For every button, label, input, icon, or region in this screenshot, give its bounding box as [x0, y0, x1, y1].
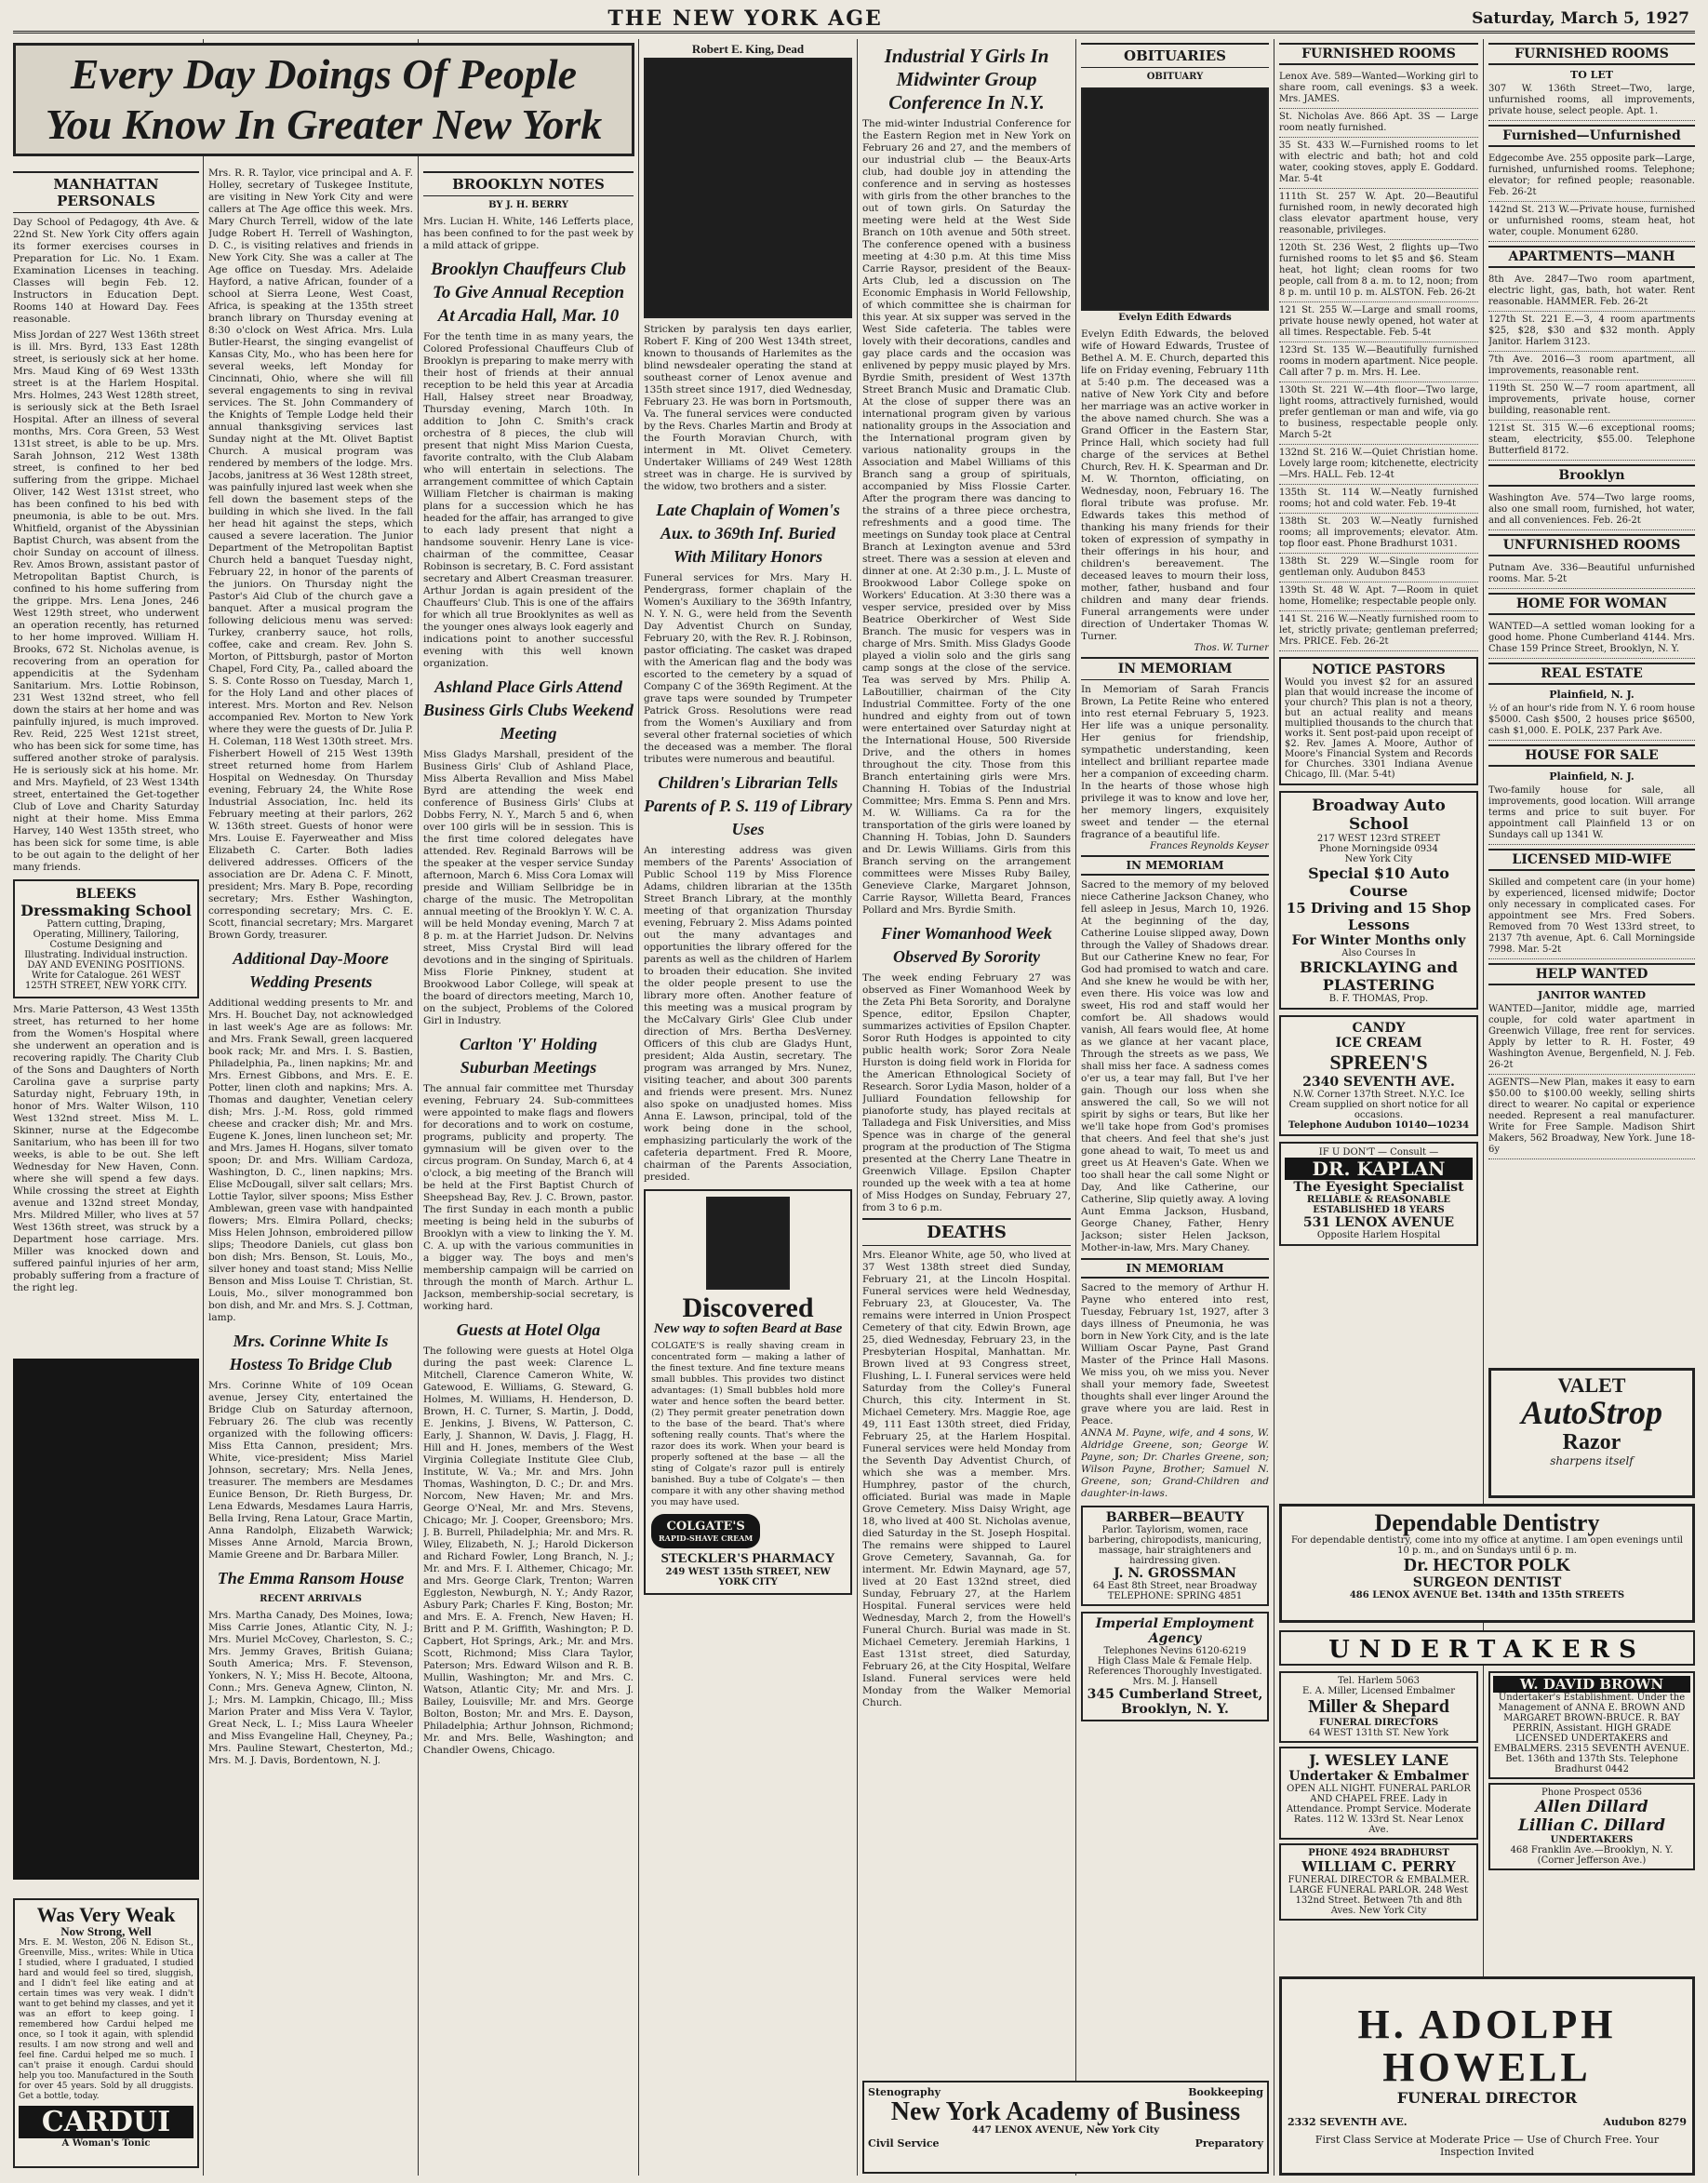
- auto-school-address: 217 WEST 123rd STREET: [1316, 834, 1441, 844]
- dentistry-heading: Dependable Dentistry: [1374, 1509, 1600, 1536]
- kaplan-specialist: The Eyesight Specialist: [1293, 1180, 1464, 1195]
- col2-personals-text: Mrs. R. R. Taylor, vice principal and A. F. Holley, secretary of Tuskegee Institute, are visiting in New York City and were callers at The Age office this week. Mrs. Mary Church Terrell, widow of the late Judge Robert H. Terrell of Washington, D. C., is visiting relatives and friends in New York City. She was a caller at The Age office on Tuesday. Mrs. Adelaide Hayford, a native African, founder of a school at Sierra Leone, West Coast, Africa, is speaking at the 135th street branch library on Thursday evening at 8:30 o'clock on West Africa. Mrs. Lula Butler-Hearst, the singing evangelist of Kansas City, Mo., who has been here for several weeks, left Monday for Cincinnati, Ohio, where she will fill several engagements to sing in revival services. The St. John Commandery of the Knights of Temple Lodge held their annual thanksgiving services last Sunday night at the Mt. Olivet Baptist Church. A musical program was rendered by members of the lodge. Mrs. Jacobs, janitress at 36 West 128th street, was painfully injured last week when she fell down the basement steps of the building in which she lived. In the fall her head hit against the steps, which caused a severe laceration. The Junior Department of the Metropolitan Baptist Church held a banquet Tuesday night, February 22, in honor of the parents of the juniors. On Thursday night the Pastor's Aid Club of the church gave a banquet. After a musical program the following delicious menu was served: Turkey, cranberry sauce, hot rolls, coffee, cake and cream. Rev. John S. Morton, of Pittsburgh, pastor of Morton Chapel, Ford City, Pa., called aboard the S. S. Conte Rosso on Tuesday, March 1, for the Holy Land and other places of interest. Mrs. Morton and Rev. Nelson accompanied Rev. Morton to New York where they were the guests of Dr. Julia P. H. Coleman, 118 West 130th street. Mrs. Fisherbert Howell of 215 West 139th street returned home from Harlem Hospital on Wednesday. On Thursday evening, February 24, the White Rose Industrial Association, Inc. held its February meeting at their parlors, 262 W. 136th street. Guests of honor were Mrs. Louise E. Fayerweather and Miss Elizabeth C. Carter. Both ladies delivered addresses. Officers of the association are Dr. Adena C. F. Minott, president; Mrs. Mary B. Pope, recording secretary; Mrs. Esther Washington, corresponding secretary; Mrs. C. E. Scott, financial secretary; Mrs. Margaret Brown Gordy, treasurer.: [208, 167, 413, 941]
- apartment-listing: 121st St. 315 W.—6 exceptional rooms; steam, electricity, $55.00. Telephone Butterfield 8172.: [1488, 421, 1695, 461]
- furnished-room-listing: 123rd St. 135 W.—Beautifully furnished rooms in modern apartment. Nice people. Call after 7 p. m. Mrs. H. Lee.: [1279, 342, 1478, 382]
- spreens-address: 2340 SEVENTH AVE.: [1302, 1075, 1455, 1090]
- undertakers-right: [1488, 1671, 1695, 1969]
- auto-bricklaying: BRICKLAYING and PLASTERING: [1300, 958, 1458, 994]
- agents-item: AGENTS—New Plan, makes it easy to earn $50.00 to $100.00 weekly, selling shirts direct to wearer. No capital or experience needed. Represent a real manufacturer. Write for Free Sample. Madison Shirt Makers, 562 Broadway, New York. June 18-6y: [1488, 1075, 1695, 1159]
- academy-address: 447 LENOX AVENUE, New York City: [971, 2125, 1160, 2136]
- industrial-y-heading: Industrial Y Girls In Midwinter Group Conference In N.Y.: [884, 45, 1049, 114]
- wesley-lane-ad: [1279, 1747, 1478, 1840]
- brooklyn-heading: Brooklyn: [1488, 464, 1695, 487]
- undertakers-left: [1279, 1671, 1478, 1969]
- david-brown-ad: [1488, 1671, 1695, 1779]
- perry-text: FUNERAL DIRECTOR & EMBALMER. LARGE FUNERAL PARLOR. 248 West 132nd Street. Between 7th and 8th Aves. New York City: [1288, 1875, 1470, 1916]
- colgate-brand: COLGATE'S: [666, 1519, 745, 1533]
- colgate-subheading: New way to soften Beard at Base: [653, 1321, 843, 1337]
- king-portrait: [644, 58, 852, 318]
- chaplain-heading: Late Chaplain of Women's Aux. to 369th Inf. Buried With Military Honors: [656, 500, 840, 566]
- furnished-room-listing: 132nd St. 216 W.—Quiet Christian home. Lovely large room; kitchenette, electricity—Mrs. HALL. Feb. 12-4t: [1279, 445, 1478, 485]
- corinne-white-heading: Mrs. Corinne White Is Hostess To Bridge Club: [229, 1332, 393, 1373]
- steckler-pharmacy: STECKLER'S PHARMACY: [661, 1550, 835, 1566]
- deaths-text: Mrs. Eleanor White, age 50, who lived at 37 West 138th street died Sunday, February 21, at the Lincoln Hospital. Funeral services were held Wednesday, February 23, at Gloucester, Va. The remains were interred in Union Prospect Cemetery of that city. Edwin Brown, age 25, died Wednesday, February 23, in the Presbyterian Hospital, Manhattan. Mr. Brown lived at 93 Congress street, Flushing, L. I. Funeral services were held Saturday from the Colley's Funeral Church, this city. Interment in St. Michael Cemetery. Mrs. Maggie Roe, age 49, 111 East 130th street, died Friday, February 25, at the Harlem Hospital. Funeral services were held Monday from the Seventh Day Adventist Church, of which she was a member. Mrs. Humphrey, pastor of the church, officiated. Burial was made in Maple Grove Cemetery. Miss Daisy Wright, age 18, who lived at 400 St. Nicholas avenue, died Saturday in the St. Joseph Hospital. The remains were shipped to Laurel Grove Cemetery, Savannah, Ga. for interment. Mr. Edwin Maynard, age 57, lived at 20 East 132nd street, died Sunday, February 27, at the Harlem Hospital. Funeral services were held Wednesday, March 2, from the Howell's Funeral Church. Burial was made in St. Michael Cemetery. Jeremiah Harkins, 1 East 131st street, died Saturday, February 26, at the City Hospital, Welfare Island. Funeral services were held Monday from the Walker Memorial Church.: [862, 1250, 1071, 1708]
- kaplan-address: 531 LENOX AVENUE: [1302, 1215, 1455, 1230]
- barber-ad: [1081, 1506, 1269, 1606]
- miller-shepard-ad: [1279, 1671, 1478, 1743]
- academy-ad: [862, 2081, 1269, 2174]
- furnished-unfurnished-item: Edgecombe Ave. 255 opposite park—Large, furnished, unfurnished rooms. Telephone; elevator; for refined people; reasonable. Feb. 26-2t: [1488, 151, 1695, 202]
- to-let-heading: TO LET: [1570, 69, 1613, 81]
- bleeks-heading: BLEEKS: [75, 887, 137, 902]
- apartments-list: [1488, 272, 1695, 461]
- janitor-wanted-heading: JANITOR WANTED: [1537, 989, 1647, 1001]
- carlton-text: The annual fair committee met Thursday evening, February 24. Sub-committees were appointed to make flags and flowers for decorations and to work on costume, programs, publicity and property. The gymnasium will be given over to the circus program. On Sunday, March 6, at 4 o'clock, a big meeting of the Branch will be held at the First Baptist Church of Sheepshead Bay, Rev. J. C. Brown, pastor. The first Sunday in each month a public meeting is being held in the suburbs of Brooklyn with a view to linking the Y. M. C. A. up with the various communities in a bigger way. The boys and men's membership campaign will be carried on through the month of March. Arthur L. Jackson, membership-social secretary, is working hard.: [423, 1083, 634, 1312]
- apartments-heading: APARTMENTS—MANH: [1488, 246, 1695, 268]
- home-for-woman-heading: HOME FOR WOMAN: [1488, 593, 1695, 615]
- kaplan-name: DR. KAPLAN: [1285, 1158, 1473, 1180]
- real-estate-heading: REAL ESTATE: [1488, 663, 1695, 685]
- kaplan-established: ESTABLISHED 18 YEARS: [1313, 1205, 1445, 1215]
- miller-address: 64 WEST 131th ST. New York: [1308, 1728, 1449, 1738]
- colgate-heading: Discovered: [682, 1292, 814, 1323]
- valet-autostrop-ad: [1488, 1368, 1695, 1498]
- dillard-undertakers: UNDERTAKERS: [1550, 1835, 1634, 1845]
- column-8: [1488, 39, 1695, 1500]
- steckler-address: 249 WEST 135th STREET, NEW YORK CITY: [665, 1566, 831, 1587]
- edwards-obit-text: Evelyn Edith Edwards, the beloved wife of Howard Edwards, Trustee of Bethel A. M. E. Church, departed this life on Friday evening, February 11th at 5:40 p.m. The deceased was a native of New York City and before her marriage was an active worker in the above named church. She was a Grand Officer in the Eastern Star, Prince Hall, which society had full charge of the services at Bethel Church, Rev. H. K. Spearman and Dr. M. W. Thornton, officiating, on Wednesday, noon, February 16. The floral tribute was profuse. Mr. Edwards takes this method of thanking his many friends for their token of expression of sympathy in their offerings in his hour, and children's bereavement. The deceased leaves to mourn their loss, mother, father, husband and four children and many dear friends. Funeral arrangements were under direction of Undertaker Thomas W. Turner.: [1081, 328, 1269, 642]
- midwife-item: Skilled and competent care (in your home) by experienced, licensed midwife; Doctor only necessary in complicated cases. For appointment see Mrs. Fred Sobers. Removed from 70 West 133rd street, to 2137 7th avenue, Apt. 6. Call Morningside 7998. Mar. 5-2t: [1488, 875, 1695, 959]
- cardui-heading: Was Very Weak: [36, 1903, 176, 1926]
- kaplan-opposite: Opposite Harlem Hospital: [1316, 1230, 1441, 1240]
- obituary-subheading: OBITUARY: [1146, 72, 1204, 82]
- edwards-portrait: [1081, 87, 1269, 311]
- barber-heading: BARBER—BEAUTY: [1105, 1510, 1245, 1525]
- masthead-title: THE NEW YORK AGE: [607, 6, 883, 31]
- real-estate-item: ½ of an hour's ride from N. Y. 6 room house $5000. Cash $500, 2 houses price $6500, cash $1,000. E. POLK, 237 Park Ave.: [1488, 701, 1695, 741]
- librarian-text: An interesting address was given members of the Parents' Association of Public School 119 by Miss Florence Adams, children librarian at the 135th Street Branch Library, at the monthly meeting of that organization Thursday evening, February 2. Miss Adams pointed out the many advantages and opportunities the library offered for the parents as well as the children of Harlem to broaden their education. She invited the older people present to use the library more often. Another feature of this meeting was a musical program by the McCalvary Girls' Glee Club under direction of Mrs. Bertha DesVerney. Officers of this club are Gladys Hunt, president; Alda Austin, secretary. The program was arranged by Mrs. Nunez, visiting teacher, and about 300 parents and friends were present. Mrs. Nunez also spoke on unadjusted homes. Miss Anna E. Lawson, principal, told of the work being done in the school, emphasizing particularly the work of the cafeteria department. Fred R. Moore, chairman of the Parents Association, presided.: [644, 844, 852, 1183]
- house-for-sale-heading: HOUSE FOR SALE: [1488, 744, 1695, 767]
- auto-winter-months: For Winter Months only: [1291, 933, 1466, 948]
- cardui-photo: [13, 1359, 199, 1880]
- colgate-portrait: [706, 1197, 790, 1290]
- cardui-tagline: A Woman's Tonic: [61, 2137, 151, 2149]
- notice-pastors-heading: NOTICE PASTORS: [1312, 663, 1446, 677]
- deaths-heading: DEATHS: [862, 1218, 1071, 1246]
- edwards-caption: Evelyn Edith Edwards: [1118, 313, 1232, 323]
- to-let-item: 307 W. 136th Street—Two, large, unfurnished rooms, all improvements, private house, select people. Apt. 1.: [1488, 81, 1695, 121]
- furnished-room-listing: 130th St. 221 W.—4th floor—Two large, light rooms, attractively furnished, would prefer gentleman or man and wife, via go to business, respectable people only. March 5-2t: [1279, 382, 1478, 445]
- house-for-sale-item: Two-family house for sale, all improvements, good location. Will arrange terms and price to suit buyer. For appointment call Plainfield 13 or on Sundays call up 1341 W.: [1488, 783, 1695, 845]
- kaplan-reliable: RELIABLE & REASONABLE: [1306, 1195, 1451, 1205]
- miller-shepard-name: Miller & Shepard: [1308, 1696, 1449, 1717]
- brooklyn-byline: BY J. H. BERRY: [488, 200, 568, 210]
- autostrop-brand: AutoStrop: [1520, 1394, 1663, 1432]
- colgate-product: RAPID-SHAVE CREAM: [659, 1533, 754, 1543]
- day-moore-heading: Additional Day-Moore Wedding Presents: [233, 949, 389, 991]
- dentist-name: Dr. HECTOR POLK: [1403, 1555, 1571, 1576]
- howell-subheading: FUNERAL DIRECTOR: [1396, 2089, 1578, 2108]
- dillard-corner: (Corner Jefferson Ave.): [1537, 1855, 1647, 1866]
- column-3: [423, 167, 634, 2177]
- howell-address: 2332 SEVENTH AVE.: [1288, 2116, 1408, 2129]
- colgate-ad: [644, 1189, 852, 1595]
- perry-phone: PHONE 4924 BRADHURST: [1308, 1848, 1449, 1858]
- furnished-unfurnished-heading: Furnished—Unfurnished: [1488, 125, 1695, 147]
- midwife-heading: LICENSED MID-WIFE: [1488, 849, 1695, 871]
- miller-funeral-directors: FUNERAL DIRECTORS: [1318, 1718, 1439, 1728]
- auto-special-course: Special $10 Auto Course: [1308, 864, 1449, 900]
- chaplain-text: Funeral services for Mrs. Mary H. Pendergrass, former chaplain of the Women's Auxiliary to the 369th Infantry, N. Y. N. G., were held from the Seventh Day Adventist Church on Sunday, February 20, with the Rev. R. J. Robinson, pastor officiating. The casket was draped with the American flag and the body was escorted to the cemetery by a squad of Company C of the 369th Regiment. At the grave taps were sounded by Trumpeter Patrick Gross. Resolutions were read from the Women's Auxiliary and from several other fraternal societies of which the deceased was a member. The floral tributes were numerous and beautiful.: [644, 571, 852, 765]
- notice-pastors-ad: [1279, 657, 1478, 785]
- carlton-heading: Carlton 'Y' Holding Suburban Meetings: [459, 1035, 598, 1077]
- unfurnished-item: Putnam Ave. 336—Beautiful unfurnished rooms. Mar. 5-2t: [1488, 560, 1695, 589]
- miller-licensed: E. A. Miller, Licensed Embalmer: [1302, 1686, 1455, 1696]
- auto-driving-lessons: 15 Driving and 15 Shop Lessons: [1286, 900, 1472, 933]
- banner-line-1: Every Day Doings Of People: [70, 50, 578, 98]
- imperial-agency-ad: [1081, 1612, 1269, 1721]
- academy-civil-service: Civil Service: [868, 2137, 940, 2150]
- furnished-rooms-list: [1279, 69, 1478, 651]
- notice-pastors-text: Would you invest $2 for an assured plan that would increase the income of your church? This plan is not a theory, but an actual reality and means multiplied thousands to the church that works it. Sent post-paid upon receipt of $2. Rev. James A. Moore, Author of Moore's Financial System and Records for Churches. 3301 Indiana Avenue Chicago, Ill. (Mar. 5-4t): [1285, 677, 1473, 780]
- academy-name: New York Academy of Business: [890, 2097, 1241, 2126]
- in-memoriam-heading-2: IN MEMORIAM: [1081, 855, 1269, 876]
- auto-school-name: Broadway Auto School: [1312, 797, 1446, 834]
- candy-heading: CANDY: [1352, 1021, 1406, 1036]
- spreens-name: SPREEN'S: [1329, 1051, 1428, 1074]
- lillian-dillard: Lillian C. Dillard: [1517, 1816, 1666, 1835]
- spreens-candy-ad: [1279, 1015, 1478, 1136]
- ice-cream-heading: ICE CREAM: [1335, 1036, 1422, 1051]
- lane-name: J. WESLEY LANE: [1308, 1751, 1449, 1769]
- help-wanted-heading: HELP WANTED: [1488, 963, 1695, 985]
- undertakers-heading: UNDERTAKERS: [1279, 1630, 1695, 1666]
- agency-heading: Imperial Employment Agency: [1095, 1616, 1255, 1646]
- memoriam-payne-text: Sacred to the memory of Arthur H. Payne who entered into rest, Tuesday, February 1st, 1927, after 3 days illness of Pneumonia, he was born in New York City, and is the late William Oscar Payne, Past Grand Master of the Prince Hall Masons. We miss you, oh we miss you. Never shall your memory fade, Sweetest thoughts shall ever linger Around the grave where you are laid. Rest in Peace.: [1081, 1282, 1269, 1426]
- chauffeurs-heading: Brooklyn Chauffeurs Club To Give Annual Reception At Arcadia Hall, Mar. 10: [431, 260, 626, 326]
- auto-proprietor: B. F. THOMAS, Prop.: [1328, 994, 1429, 1004]
- obituaries-heading: OBITUARIES: [1081, 43, 1269, 68]
- dentist-address: 486 LENOX AVENUE Bet. 134th and 135th STREETS: [1349, 1590, 1625, 1601]
- furnished-room-listing: 141 St. 216 W.—Neatly furnished room to let, strictly private; gentleman preferred; Mrs. PRICE. Feb. 26-2t: [1279, 611, 1478, 651]
- column-1: [13, 167, 199, 2177]
- furnished-room-listing: Lenox Ave. 589—Wanted—Working girl to share room, call evenings. $3 a week. Mrs. JAMES.: [1279, 69, 1478, 109]
- grossman-phone: TELEPHONE: SPRING 4851: [1107, 1591, 1243, 1601]
- grossman-address: 64 East 8th Street, near Broadway: [1092, 1581, 1258, 1591]
- banner-headline: [13, 43, 634, 156]
- king-photo-caption: Robert E. King, Dead: [691, 42, 805, 56]
- cardui-text: Mrs. E. M. Weston, 206 N. Edison St., Greenville, Miss., writes: While in Utica I studied, where I graduated, I studied hard and would feel so tired, sluggish, and I didn't feel like eating and at certain times was very weak. I didn't want to get behind my classes, and yet it was an effort to keep going. I remembered how Cardui helped me once, so I took it again, with splendid results. I am now strong and well and feel fine. Cardui helped me so much. I can't praise it enough. Cardui should help you too. Manufactured in the South for over 45 years. Sold by all druggists. Get a bottle, today.: [19, 1937, 193, 2101]
- column-rule: [1075, 39, 1076, 2176]
- furnished-room-listing: 120th St. 236 West, 2 flights up—Two furnished rooms to let $5 and $6. Steam heat, hot light; clean rooms for two people, call from 8 a. m. to 12, noon; from 8 p. m. until 10 p. m. ALSTON. Feb. 26-2t: [1279, 240, 1478, 302]
- dentist-title: SURGEON DENTIST: [1412, 1575, 1562, 1591]
- howell-ad: [1279, 1976, 1695, 2176]
- apartment-listing: 7th Ave. 2016—3 room apartment, all improvements, reasonable rent.: [1488, 352, 1695, 381]
- brooklyn-notes-text: Mrs. Lucian H. White, 146 Lefferts place, has been confined to for the past week by a mild attack of grippe.: [423, 216, 634, 251]
- memoriam-payne-signature: ANNA M. Payne, wife, and 4 sons, W. Aldridge Greene, son; George W. Payne, son; Dr. Charles Greene, son; Wilson Payne, Brother; Samuel N. Greene, son; Grand-Children and daughter-in-laws.: [1081, 1427, 1269, 1499]
- howell-phone: Audubon 8279: [1603, 2116, 1687, 2129]
- column-rule: [418, 39, 419, 2176]
- razor-heading: Razor: [1562, 1429, 1621, 1454]
- miller-tel: Tel. Harlem 5063: [1337, 1676, 1421, 1686]
- spreens-text: N.W. Corner 137th Street. N.Y.C. Ice Cream supplied on short notice for all occasions.: [1288, 1090, 1469, 1120]
- auto-also-courses: Also Courses In: [1341, 948, 1416, 958]
- memoriam-brown-text: In Memoriam of Sarah Francis Brown, La Petite Reine who entered into rest eternal February 5, 1923. Her life was a unique personality. Her genius for friendship, sympathetic understanding, keen intellect and brilliant repartee made her a companion of exceeding charm. In the hearts of those whose high privilege it was to know and love her, her memory lingers, exquisitely sweet and tender — the eternal fragrance of a beautiful life.: [1081, 684, 1269, 840]
- masthead: [13, 6, 1695, 33]
- hotel-olga-heading: Guests at Hotel Olga: [456, 1320, 601, 1339]
- house-for-sale-location: Plainfield, N. J.: [1549, 770, 1635, 783]
- lane-subheading: Undertaker & Embalmer: [1288, 1769, 1469, 1784]
- manhattan-heading: MANHATTAN PERSONALS: [13, 171, 199, 213]
- column-rule: [203, 39, 204, 2176]
- barber-text: Parlor. Taylorism, women, race barbering, chiropodists, manicuring, massage, hair straighteners and hairdressing given.: [1088, 1525, 1262, 1566]
- kaplan-consult: IF U DON'T — Consult —: [1318, 1147, 1439, 1158]
- furnished-room-listing: 111th St. 257 W. Apt. 20—Beautiful furnished room, in newly decorated high class elevator apartment house, very reasonable, privileges.: [1279, 189, 1478, 240]
- cardui-ad: [13, 1898, 199, 2168]
- cardui-brand: CARDUI: [19, 2106, 193, 2138]
- ashland-heading: Ashland Place Girls Attend Business Girls Clubs Weekend Meeting: [423, 677, 634, 743]
- manhattan-notice: Day School of Pedagogy, 4th Ave. & 22nd St. New York City offers again its former exercises courses in Preparation for Lic. No. 1 Exam. Examination Licenses in teaching. Classes will begin Feb. 12. Instructors in Education Dept. Rooms 140 at Howard Day. Fees reasonable.: [13, 217, 199, 325]
- manhattan-personals-text: Miss Jordan of 227 West 136th street is ill. Mrs. Byrd, 133 East 128th street, is seriously sick at her home. Mrs. Maud King of 69 West 133th street is at the Harlem Hospital. Mrs. Holmes, 243 West 128th street, is seriously sick at the Beth Israel Hospital. After an illness of several months, Mrs. Cora Green, 53 West 131st street, is able to be up. Mrs. Sarah Johnson, 212 West 138th street, is confined to her bed suffering from the grippe. Michael Oliver, 142 West 131st street, who has been confined to his bed with pneumonia, is able to be out. Mrs. Whitfield, organist of the Abyssinian Baptist Church, was absent from the choir Sunday on account of illness. Rev. Amos Brown, assistant pastor of Metropolitan Baptist Church, is confined to his home suffering from the grippe. Mrs. Lena Jones, 246 West 129th street, who underwent an operation recently, has returned to her home improved. William H. Brooks, 672 St. Nicholas avenue, is recovering from an operation for appendicitis at the Sydenham Sanitarium. Mrs. Lottie Robinson, 231 West 132nd street, who fell down the stairs at her home and was painfully injured, is much improved. Rev. Reid, 225 West 121st street, who has been sick for some time, has suffered another stroke of paralysis. He is seriously sick at his home. Mr. and Mrs. Mayfield, of 23 West 134th street, entertained the Get-together Club of Love and Charity Saturday night at their home. Miss Emma Harvey, 140 West 135th street, who has been sick for some time, is able to be out again to the delight of her many friends.: [13, 329, 199, 873]
- ashland-text: Miss Gladys Marshall, president of the Business Girls' Club of Ashland Place, Miss Alberta Revallion and Miss Mabel Byrd are attending the week end conference of Business Girls' Clubs at Dobbs Ferry, N. Y., March 5 and 6, when over 100 girls will be in session. This is the first time colored delegates have attended. Rev. Reginald Barrows will be the speaker at the vesper service Sunday afternoon, March 6. Miss Cora Lomax will preside and William Sellbridge be in charge of the music. The Metropolitan annual meeting of the Brooklyn Y. W. C. A. will be held Monday evening, March 7 at 8 p. m. at the Harriet Judson. Dr. Nelvins street, Miss Crystal Bird will lead devotions and in the singing of Spirituals. Miss Florie Pinkney, student at Brookwood Labor College, will speak at the board of directors meeting, March 10, on the subject, Problems of the Colored Girl in Industry.: [423, 749, 634, 1026]
- cardui-subheading: Now Strong, Well: [60, 1924, 152, 1939]
- spreens-phone: Telephone Audubon 10140—10234: [1288, 1120, 1470, 1131]
- academy-stenography: Stenography: [868, 2086, 941, 2098]
- valet-tagline: sharpens itself: [1550, 1454, 1634, 1468]
- day-moore-text: Additional wedding presents to Mr. and Mrs. H. Bouchet Day, not acknowledged in last week's Age are as follows: Mr. and Mrs. Frank Sewall, green lacquered book rack; Mr. and Mrs. I. S. Bastien, Philadelphia, Pa., linen napkins; Mr. and Mrs. Ernest Gibbons, and Mrs. E. E. Potter, linen cloth and napkins; Mrs. A. Thomas and daughter, Venetian celery dish; Mrs. J.-M. Ross, gold rimmed cheese and cracker dish; Mr. and Mrs. Eugene K. Jones, linen luncheon set; Mr. and Mrs. James H. Hogans, silver tomato spoon; Dr. and Mrs. William Cardoza, Washington, D. C., linen napkins; Mrs. Elise McDougall, silver salt cellars; Mrs. Lottie Taylor, silver spoons; Miss Esther Amblewan, green vase with handpainted flowers; Mrs. Elmira Pollard, checks; Miss Helen Johnson, embroidered pillow slips; Theodore Daniels, cut glass bon bon dish; Mrs. Benson, St. Louis, Mo., silver honey and toast stand; Miss Nellie Benson and Miss Louise T. Christian, St. Louis, Mo., silver monogrammed bon bon dish, and Mr. and Mrs. S. J. Cottman, lamp.: [208, 998, 413, 1323]
- apartment-listing: 127th St. 221 E.—3, 4 room apartments $25, $28, $30 and $32 month. Apply Janitor. Harlem 3123.: [1488, 312, 1695, 352]
- agency-address: 345 Cumberland Street, Brooklyn, N. Y.: [1087, 1687, 1263, 1717]
- auto-school-phone: Phone Morningside 0934: [1319, 844, 1438, 854]
- furnished-room-listing: 121 St. 255 W.—Large and small rooms, private house newly opened, hot water at all times. Respectable. Feb. 5-4t: [1279, 302, 1478, 342]
- masthead-date: Saturday, March 5, 1927: [1472, 8, 1689, 28]
- furnished-room-listing: 138th St. 229 W.—Single room for gentleman only. Audubon 8453: [1279, 554, 1478, 583]
- academy-bookkeeping: Bookkeeping: [1188, 2086, 1263, 2098]
- emma-ransom-subheading: RECENT ARRIVALS: [260, 1594, 362, 1604]
- bleeks-subheading: Dressmaking School: [20, 902, 192, 919]
- dillard-phone: Phone Prospect 0536: [1541, 1788, 1642, 1798]
- edwards-obit-signature: Thos. W. Turner: [1194, 643, 1269, 653]
- furnished-room-listing: St. Nicholas Ave. 866 Apt. 3S — Large room neatly furnished.: [1279, 109, 1478, 138]
- agency-phone: Telephones Nevins 6120-6219: [1103, 1646, 1247, 1656]
- howell-name: H. ADOLPH HOWELL: [1357, 2002, 1617, 2091]
- apartment-listing: 8th Ave. 2847—Two room apartment, electric light, gas, bath, hot water. Rent reasonable. HAMMER. Feb. 26-2t: [1488, 272, 1695, 312]
- finer-womanhood-heading: Finer Womanhood Week Observed By Sorority: [881, 924, 1052, 966]
- in-memoriam-heading: IN MEMORIAM: [1081, 657, 1269, 680]
- more-personals-text: Mrs. Marie Patterson, 43 West 135th street, has returned to her home from the Women's Hospital where she underwent an operation and is recovering rapidly. The Charity Club of the Sons and Daughters of North Carolina gave a surprise party Saturday night, February 19th, in honor of Mrs. Walter Wilson, 110 West 132nd street. Miss M. L. Skinner, nurse at the Edgecombe Sanitarium, who has been ill for two weeks, is able to be out. She left Wednesday for New Haven, Conn. where she will spend a few days. While crossing the street at Eighth avenue and 132nd street Monday, Mrs. Mildred Miller, who lives at 57 West 136th street, was struck by a Department hose carriage. Mrs. Miller was knocked down and suffered painful injuries of her arm, probably suffering from a fracture of the right leg.: [13, 1004, 199, 1293]
- real-estate-location: Plainfield, N. J.: [1549, 689, 1635, 701]
- dependable-dentistry-ad: [1279, 1504, 1695, 1623]
- column-rule: [1483, 39, 1484, 2176]
- broadway-auto-school-ad: [1279, 791, 1478, 1010]
- home-for-woman-item: WANTED—A settled woman looking for a good home. Phone Cumberland 4144. Mrs. Chase 159 Prince Street, Brooklyn, N. Y.: [1488, 619, 1695, 659]
- valet-heading: VALET: [1557, 1373, 1626, 1397]
- memoriam-brown-signature: Frances Reynolds Keyser: [1149, 841, 1269, 851]
- perry-name: WILLIAM C. PERRY: [1301, 1858, 1456, 1875]
- emma-ransom-text: Mrs. Martha Canady, Des Moines, Iowa; Miss Carrie Jones, Atlantic City, N. J.; Mrs. Muriel McCovey, Charleston, S. C.; Mrs. Jemmy Graves, British Guiana; South America; Mrs. F. Stevenson, Yonkers, N. Y.; Miss H. Becote, Altoona, Conn.; Mrs. Geneva Agnew, Clinton, N. J.; Mrs. M. Lampkin, Chicago, Ill.; Miss Marion Prater and Miss Vera V. Taylor, Great Neck, L. I.; Miss Laura Wheeler and Miss Evangeline Hall, Cheyney, Pa.; Mrs. Pauline Stewart, Chesterton, Md.; Mrs. M. J. Davis, Bordentown, N. J.: [208, 1610, 413, 1766]
- in-memoriam-heading-3: IN MEMORIAM: [1081, 1258, 1269, 1279]
- academy-preparatory: Preparatory: [1194, 2137, 1263, 2150]
- allen-dillard: Allen Dillard: [1535, 1798, 1648, 1816]
- david-brown-name: W. DAVID BROWN: [1493, 1676, 1690, 1693]
- bleeks-text: Pattern cutting, Draping, Operating, Millinery, Tailoring, Costume Designing and Illustrating. Individual instruction. DAY AND EVENING POSITIONS. Write for Catalogue. 261 WEST 125TH STREET, NEW YORK CITY.: [24, 919, 188, 991]
- furnished-room-listing: 139th St. 48 W. Apt. 7—Room in quiet home, Homelike; respectable people only.: [1279, 583, 1478, 611]
- lane-text: OPEN ALL NIGHT. FUNERAL PARLOR AND CHAPEL FREE. Lady in Attendance. Prompt Service. Moderate Rates. 112 W. 133rd St. Near Lenox Ave.: [1286, 1784, 1472, 1835]
- dillard-ad: [1488, 1783, 1695, 1870]
- emma-ransom-heading: The Emma Ransom House: [217, 1569, 405, 1587]
- david-brown-text: Undertaker's Establishment. Under the Management of ANNA E. BROWN AND MARGARET BROWN-BRUCE. R. BAY PERRIN, Assistant. HIGH GRADE LICENSED UNDERTAKERS and EMBALMERS. 2315 SEVENTH AVENUE. Bet. 136th and 137th Sts. Telephone Bradhurst 0442: [1493, 1693, 1690, 1775]
- column-6: [1081, 39, 1269, 2176]
- furnished-unfurnished-item: 142nd St. 213 W.—Private house, furnished or unfurnished rooms, steam heat, hot water, couple. Monument 6280.: [1488, 202, 1695, 242]
- column-5: [862, 39, 1071, 2176]
- colgate-text: COLGATE'S is really shaving cream in concentrated form — making a lather of the finest texture. And fine texture means small bubbles. This provides two distinct advantages: (1) Small bubbles hold more water and hence soften the beard better. (2) They permit greater penetration down to the base of the beard. That's where softening really counts. That's where the razor does its work. When your beard is properly softened at the base — all the sting of Colgate's razor pull is entirely banished. Buy a tube of Colgate's — then compare it with any other shaving method you may have used.: [651, 1340, 845, 1507]
- industrial-y-text: The mid-winter Industrial Conference for the Eastern Region met in New York on February 26 and 27, and the members of our industrial club — the Beaux-Arts club, had double joy in attending the conference and in serving as hostesses with girls from the other branches to the out of town girls. On Saturday the meeting were held at the West Side Branch on 10th avenue and 50th street. The conference opened with a business meeting at 4:30 p.m. At this time Miss Carrie Raysor, president of the Beaux-Arts Club, led a discussion on The Economic Emphasis in World Fellowship, of which committee she is chairman for this year. At six supper was served in the West Side cafeteria. The tables were lovely with their decorations, candles and gay place cards and the occasion was enlivened by peppy music played by Mrs. Byrdie Smith, president of West 137th Street Branch Music and Dramatic Club. At the close of supper there was an international program given by various nationality groups in the Association and the International program given by various nationality groups in the Association and Mabel Williams of this Branch sang a group of spirituals, accompanied by Miss Flossie Carter. After the program there was dancing to the strains of a three piece orchestra, refreshments and a good time. The meetings on Sunday took place at Central Branch at Lexington avenue and 53rd street. There was a session at eleven and dinner at one. At 2:30 p.m., J. L. Muste of Brookwood Labor College spoke on Workers' Education. At 3:30 there was a vesper service, presided over by Miss Beatrice Oberkircher of West Side Branch. The music for vespers was in charge of Mrs. Smith. Miss Gladys Goode played a violin solo and the girls sang camp songs at the close of the service. Tea was served by Mrs. Philip A. LaBoutillier, chairman of the City Industrial Committee. Forty of the one hundred and eighty from out of town were entertained over Saturday night at the International House, 500 Riverside Drive, and the others in homes throughout the city. Those from this Branch entertaining girls were Mrs. Channing H. Tobias of the Industrial Committee; Mrs. Emma S. Penn and Mrs. M. W. Williams. Ca ra for the transportation of the girls were loaned by Channing H. Tobias, John D. Saunders and Dr. Lewis Williams. Girls from this Branch serving on the arrangement committees were Misses Ruby Bailey, Genevieve Clarke, Margaret Johnson, Carrie Raysor, Willetta Beard, Frances Pollard and Mrs. Byrdie Smith.: [862, 118, 1071, 916]
- furnished-rooms-heading-2: FURNISHED ROOMS: [1488, 43, 1695, 65]
- column-4: [644, 39, 852, 2176]
- furnished-room-listing: 135th St. 114 W.—Neatly furnished rooms; hot and cold water. Feb. 19-4t: [1279, 485, 1478, 514]
- colgate-tube-icon: [651, 1514, 760, 1548]
- grossman-name: J. N. GROSSMAN: [1114, 1566, 1236, 1581]
- brooklyn-item: Washington Ave. 574—Two large rooms, also one small room, furnished, hot water, and all conveniences. Feb. 26-2t: [1488, 490, 1695, 530]
- hotel-olga-text: The following were guests at Hotel Olga during the past week: Clarence L. Mitchell, Clarence Cameron White, W. Gatewood, E. Williams, G. Steward, G. Holmes, M. Williams, H. Henderson, D. Brown, H. C. Turner, S. Martin, J. Dodd, E. Jenkins, J. Bivens, W. Patterson, C. Early, J. Shannon, W. Davis, J. Flagg, H. Hill and H. Jones, members of the West Virginia Collegiate Institute Glee Club, Institute, W. Va.; Mr. and Mrs. John Thomas, Washington, D. C.; Dr. and Mrs. Norcom, New Haven; Mr. and Mrs. George O'Neal, Mr. and Mrs. Stevens, Chicago; Mr. J. Cooper, Greensboro; Mrs. J. B. Burrell, Philadelphia; Mr. and Mrs. R. Wiley, Elizabeth, N. J.; Harold Dickerson and Richard Fowler, Long Branch, N. J.; Mr. and Mrs. F. I. Althemer, Chicago; Mr. and Mrs. George Clark, Trenton; Warren Eggleston, Newburgh, N. Y.; Andy Razor, Asbury Park; Charles F. King, Boston; Mr. and Mrs. E. A. French, New Haven; H. Britt and P. M. Griffith, Washington; P. D. Capbert, Hot Springs, Ark.; Mr. and Mrs. Scott, Richmond; Miss Clara Taylor, Paterson; Mrs. Edward Wilson and R. B. Mullin, Washington; Mr. and Mrs. C. Watson, Atlantic City; Mr. and Mrs. J. Bailey, Louisville; Mr. and Mrs. George Bolton, Boston; Mr. and Mrs. E. Dayson, Philadelphia; Arthur Johnson, Richmond; Mr. and Mrs. Belle, Washington; and Chandler Owens, Chicago.: [423, 1346, 634, 1756]
- banner-line-2: You Know In Greater New York: [45, 100, 603, 148]
- chauffeurs-text: For the tenth time in as many years, the Colored Professional Chauffeurs Club of Brooklyn is preparing to make merry with their host of friends at their annual reception to be held this year at Arcadia Hall, Halsey street near Broadway, Thursday evening, March 10th. In addition to John C. Smith's crack orchestra of 8 pieces, the club will present that night Miss Marion Cuesta, favorite contralto, with the Club Alabam who will entertain in selections. The arrangement committee of which Captain William Fletcher is chairman is making plans for a succession which he has headed for the affair, has arranged to give to each lady present that night a handsome souvenir. Henry Lane is vice-chairman of the committee, Ceasar Robinson is secretary, B. C. Ford assistant secretary and Albert Creasman treasurer. Arthur Jordan is again president of the Chauffeurs' Club. This is one of the affairs for which all true Brooklynites as well as the younger ones always look eagerly and indications point to another successful evening with this well known organization.: [423, 331, 634, 669]
- king-obit-text: Stricken by paralysis ten days earlier, Robert F. King of 200 West 134th street, known to thousands of Harlemites as the blind newsdealer operating the stand at southeast corner of Lenox avenue and 135th street since 1917, died Wednesday, February 23. He was born in Portsmouth, Va. The funeral services were conducted by the Revs. Charles Martin and Brody at the Fourth Moravian Church, with interment in Mt. Olivet Cemetery. Undertaker Williams of 249 West 128th street was in charge. He is survived by the widow, two brothers and a sister.: [644, 323, 852, 492]
- howell-text: First Class Service at Moderate Price — Use of Church Free. Your Inspection Invited: [1314, 2134, 1660, 2159]
- brooklyn-notes-heading: BROOKLYN NOTES: [423, 171, 634, 196]
- unfurnished-rooms-heading: UNFURNISHED ROOMS: [1488, 534, 1695, 556]
- corinne-white-text: Mrs. Corinne White of 109 Ocean avenue, Jersey City, entertained the Bridge Club on Saturday afternoon, February 26. The club was recently organized with the following officers: Miss Etta Cannon, president; Mrs. White, vice-president; Miss Mariel Johnson, secretary; Mrs. Nella Jenes, treasurer. The members are Mesdames Eunice Benson, Dr. Rieth Burgess, Dr. Lena Edwards, Mesdames Laura Harris, Bella Irving, Rena Latour, Grace Martin, Anna Randolph, Elizabeth Warwick; Misses Anne Arnold, Marcia Brown, Mamie Greene and Dr. Barbara Miller.: [208, 1380, 413, 1560]
- dentistry-text: For dependable dentistry, come into my office at anytime. I am open evenings until 10 p. m., and on Sundays until 6 p. m.: [1291, 1535, 1683, 1557]
- agency-text: High Class Male & Female Help. References Thoroughly Investigated. Mrs. M. J. Hansell: [1088, 1656, 1262, 1687]
- bleeks-ad: [13, 879, 199, 998]
- janitor-item: WANTED—Janitor, middle age, married couple, for cold water apartment in Greenwich Village, free rent for services. Apply by letter to R. H. Foster, 49 Washington Avenue, Bergenfield, N. J. Feb. 26-2t: [1488, 1001, 1695, 1075]
- memoriam-chaney-text: Sacred to the memory of my beloved niece Catherine Jackson Chaney, who fell asleep in Jesus, March 10, 1926. At the beginning of the day, Catherine Louise slipped away, Down through the Valley of Shadows drear. But our Catherine Knew no fear, For God had promised to watch and care. And she knew he would be with her, even there. His voice was low and sweet, His rod and staff would her comfort be. All shadows would vanish, All fears would flee, At home as we glance at her vacant place, Through the streets as we pass, We shall miss her face. A sadness comes o'er us, a tear may fall, But I've her gain. Though our loss when she answered the call, So we will not spirit by sighs or tears, But like her we'll take hope from God's promises that cheers. And feel that she's just gone ahead to wait, To meet us and greet us At Heaven's Gate. When we too shall hear the call some Night or Day, And like Catherine, our Catherine, Slip quietly away. A loving Aunt Emma Jackson, Husband, George Chaney, Father, Henry Jackson; sister Helen Jackson, Mother-in-law, Mrs. Mary Chaney.: [1081, 879, 1269, 1253]
- finer-womanhood-text: The week ending February 27 was observed as Finer Womanhood Week by the Zeta Phi Beta Sorority, and Doralyne Spence, editor, Epsilon Chapter, summarizes activities of Epsilon Chapter. Soror Ruth Hodges is appointed to city public health work; Soror Zora Neale Hurston is doing field work in Florida for the American Ethnological Society of Research. Soror Lydia Mason, holder of a Julliard Foundation fellowship for pianoforte study, has played recitals at Talladega and Fisk Universities, and Miss Spence was in charge of the general program at the production of The Stigma presented at the Cherry Lane Theatre in Greenwich Village. Epsilon Chapter rounded up the week with a tea at home of Miss Hodges on Sunday, February 27, from 3 to 6 p.m.: [862, 972, 1071, 1213]
- perry-ad: [1279, 1843, 1478, 1921]
- column-rule: [638, 39, 639, 2176]
- column-rule: [857, 39, 858, 2176]
- column-2: [208, 167, 413, 2177]
- auto-school-city: New York City: [1344, 854, 1413, 864]
- dr-kaplan-ad: [1279, 1142, 1478, 1246]
- furnished-room-listing: 138th St. 203 W.—Neatly furnished rooms; all improvements; elevator. Atm. top floor east. Phone Bradhurst 1031.: [1279, 514, 1478, 554]
- furnished-room-listing: 35 St. 433 W.—Furnished rooms to let with electric and bath; hot and cold water, cooking stoves, apply E. Goddard. Mar. 5-4t: [1279, 138, 1478, 189]
- apartment-listing: 119th St. 250 W.—7 room apartment, all improvements, private house, corner building, reasonable rent.: [1488, 381, 1695, 421]
- librarian-heading: Children's Librarian Tells Parents of P. S. 119 of Library Uses: [644, 772, 852, 838]
- dillard-address: 468 Franklin Ave.—Brooklyn, N. Y.: [1510, 1845, 1674, 1855]
- furnished-rooms-heading: FURNISHED ROOMS: [1279, 43, 1478, 65]
